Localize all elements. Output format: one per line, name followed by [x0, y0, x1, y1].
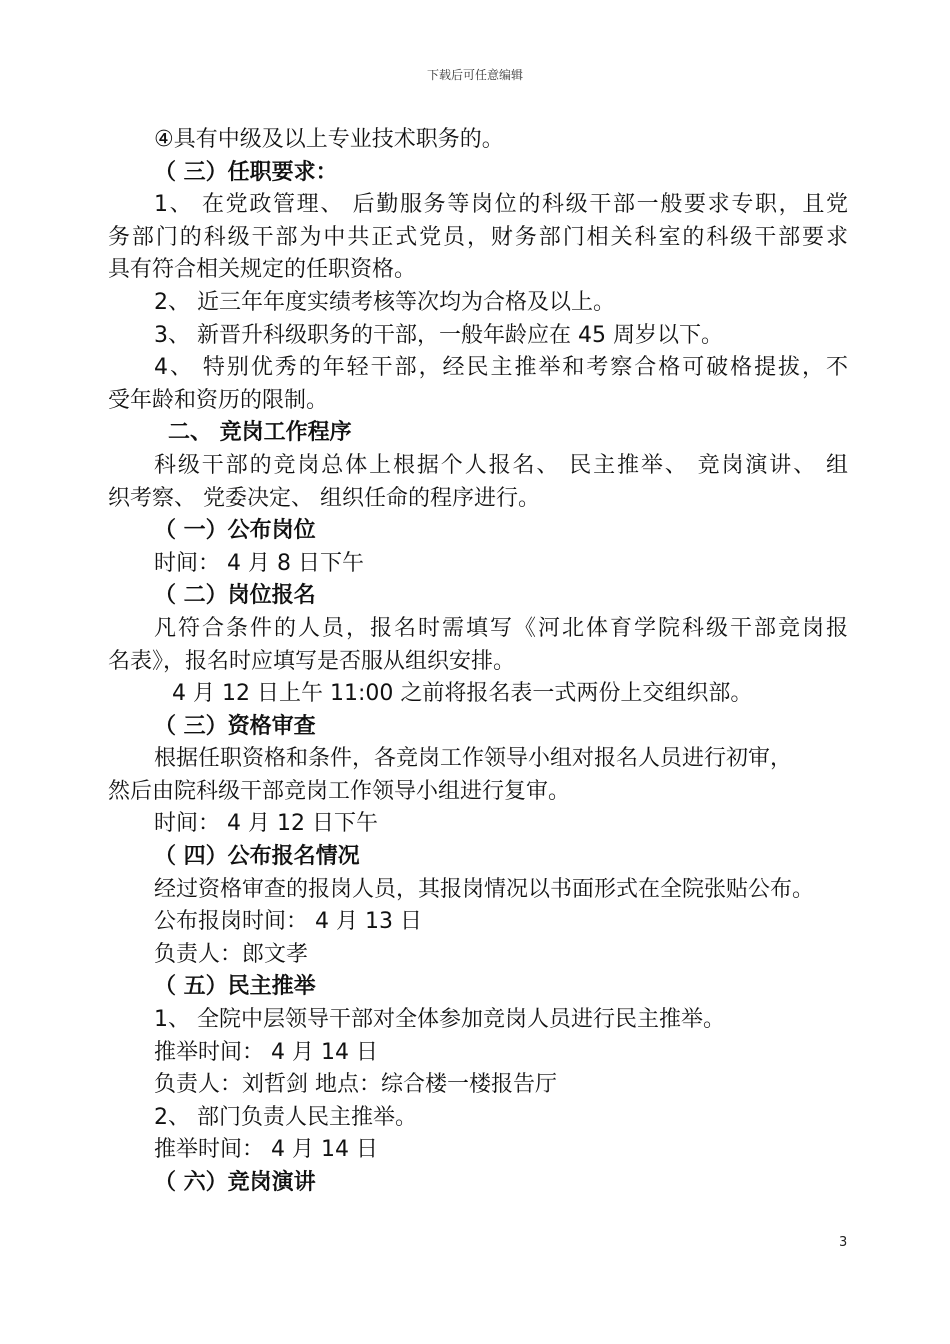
publish-registration-owner: 负责人：郎文孝 [154, 941, 309, 967]
heading-publish-positions: （ 一）公布岗位 [154, 518, 316, 544]
nomination-item-1: 1、 全院中层领导干部对全体参加竞岗人员进行民主推举。 [154, 1007, 725, 1033]
requirement-4-line-1: 4、 特别优秀的年轻干部，经民主推举和考察合格可破格提拔，不 [154, 355, 848, 381]
heading-job-requirements: （ 三）任职要求： [154, 159, 338, 185]
registration-line-2: 名表》，报名时应填写是否服从组织安排。 [108, 648, 516, 674]
publish-registration-time: 公布报岗时间： 4 月 13 日 [154, 909, 422, 935]
publish-registration-text: 经过资格审查的报岗人员，其报岗情况以书面形式在全院张贴公布。 [154, 876, 815, 902]
nomination-item-1-owner: 负责人：刘哲剑 地点：综合楼一楼报告厅 [154, 1072, 557, 1098]
nomination-item-2-time: 推举时间： 4 月 14 日 [154, 1137, 378, 1163]
requirement-1-line-1: 1、 在党政管理、 后勤服务等岗位的科级干部一般要求专职，且党 [154, 192, 848, 218]
document-body [108, 124, 848, 1200]
heading-democratic-nomination: （ 五）民主推举 [154, 974, 316, 1000]
requirement-4-line-2: 受年龄和资历的限制。 [108, 387, 329, 413]
procedure-line-2: 织考察、 党委决定、 组织任命的程序进行。 [108, 485, 540, 511]
requirement-3: 3、 新晋升科级职务的干部，一般年龄应在 45 周岁以下。 [154, 322, 723, 348]
section-heading-procedure: 二、 竞岗工作程序 [168, 420, 352, 446]
requirement-1-line-3: 具有符合相关规定的任职资格。 [108, 257, 417, 283]
registration-line-1: 凡符合条件的人员，报名时需填写《河北体育学院科级干部竞岗报 [154, 615, 848, 641]
requirement-1-line-2: 务部门的科级干部为中共正式党员，财务部门相关科室的科级干部要求 [108, 224, 848, 250]
publish-positions-time: 时间： 4 月 8 日下午 [154, 550, 364, 576]
requirement-2: 2、 近三年年度实绩考核等次均为合格及以上。 [154, 289, 615, 315]
nomination-item-1-time: 推举时间： 4 月 14 日 [154, 1039, 378, 1065]
page-number: 3 [839, 1235, 848, 1250]
review-line-2: 然后由院科级干部竞岗工作领导小组进行复审。 [108, 778, 571, 804]
paragraph-qualification-4: ④具有中级及以上专业技术职务的。 [154, 127, 504, 152]
procedure-line-1: 科级干部的竞岗总体上根据个人报名、 民主推举、 竞岗演讲、 组 [154, 452, 848, 478]
heading-competition-speech: （ 六）竞岗演讲 [154, 1170, 316, 1195]
nomination-item-2: 2、 部门负责人民主推举。 [154, 1104, 417, 1130]
page-header: 下载后可任意编辑 [426, 68, 523, 82]
review-line-1: 根据任职资格和条件，各竞岗工作领导小组对报名人员进行初审， [154, 746, 793, 772]
heading-registration: （ 二）岗位报名 [154, 583, 316, 609]
registration-deadline: 4 月 12 日上午 11:00 之前将报名表一式两份上交组织部。 [172, 681, 753, 707]
heading-publish-registration: （ 四）公布报名情况 [154, 844, 360, 870]
heading-qualification-review: （ 三）资格审查 [154, 713, 316, 739]
review-time: 时间： 4 月 12 日下午 [154, 811, 378, 837]
